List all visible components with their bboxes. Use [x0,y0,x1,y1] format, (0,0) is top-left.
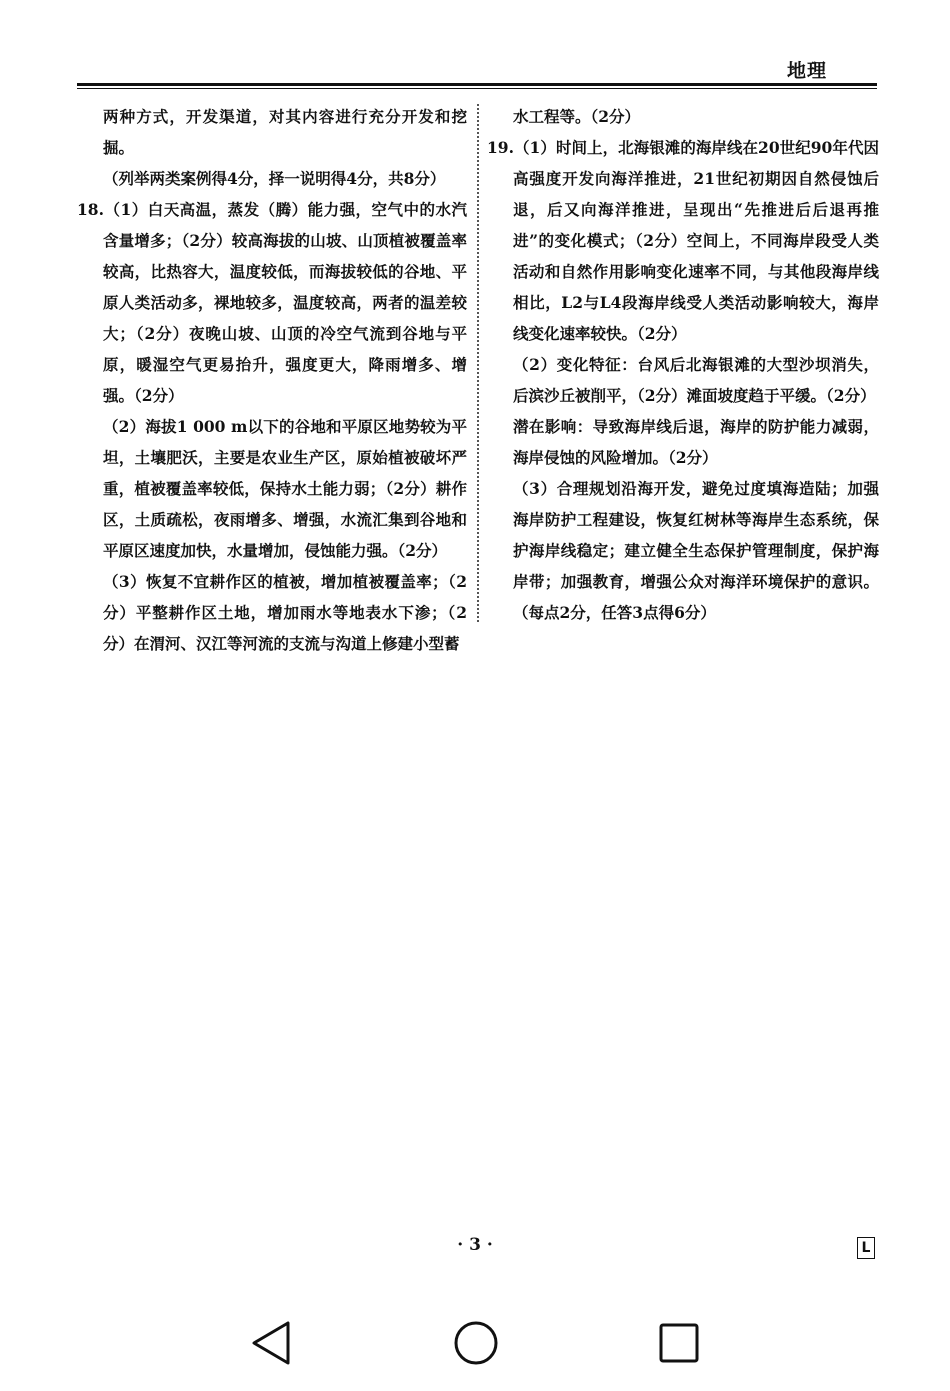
home-button[interactable] [452,1319,500,1367]
recents-square-icon [655,1319,703,1367]
navigation-bar [0,1300,950,1391]
subject-title: 地理 [787,60,828,82]
answer-18: 18.（1）白天高温，蒸发（腾）能力强，空气中的水汽含量增多；（2分）较高海拔的山坡、山顶植被覆盖率较高，比热容大，温度较低，而海拔较低的谷地、平原人类活动多，裸地较多，温度较高，两者的温差较大；（2分）夜晚山坡、山顶的冷空气流到谷地与平原，暖湿空气更易抬升，强度更大，降雨增多、增强。（2分） [77,200,467,405]
recents-button[interactable] [655,1319,703,1367]
answer-19: 19.（1）时间上，北海银滩的海岸线在20世纪90年代因高强度开发向海洋推进，21世纪初期因自然侵蚀后退，后又向海洋推进，呈现出“先推进后后退再推进”的变化模式；（2分）空间上，不同海岸段受人类活动和自然作用影响变化速率不同，与其他段海岸线相比，L2与L4段海岸线受人类活动影响较大，海岸线变化速率较快。（2分） [487,138,879,343]
paragraph: 水工程等。（2分） [513,107,641,126]
paragraph: （3）合理规划沿海开发，避免过度填海造陆；加强海岸防护工程建设，恢复红树林等海岸生态系统，保护海岸线稳定；建立健全生态保护管理制度，保护海岸带；加强教育，增强公众对海洋环境保护的意识。（每点2分，任答3点得6分） [513,479,879,622]
paragraph: （3）恢复不宜耕作区的植被，增加植被覆盖率；（2分）平整耕作区土地，增加雨水等地表水下渗；（2分）在渭河、汉江等河流的支流与沟道上修建小型蓄 [103,572,467,653]
back-triangle-icon [248,1319,296,1367]
paragraph: 潜在影响：导致海岸线后退，海岸的防护能力减弱，海岸侵蚀的风险增加。（2分） [513,417,879,467]
paragraph: 两种方式，开发渠道，对其内容进行充分开发和挖掘。 [103,107,467,157]
paragraph: （2）海拔1 000 m以下的谷地和平原区地势较为平坦，土壤肥沃，主要是农业生产区，原始植被破坏严重，植被覆盖率较低，保持水土能力弱；（2分）耕作区，土质疏松，夜雨增多、增强，水流汇集到谷地和平原区速度加快，水量增加，侵蚀能力强。（2分） [103,417,467,560]
paragraph: （2）变化特征：台风后北海银滩的大型沙坝消失，后滨沙丘被削平，（2分）滩面坡度趋于平缓。（2分） [513,355,879,405]
version-mark: L [857,1237,875,1259]
home-circle-icon [452,1319,500,1367]
header-rule-thick [77,83,877,86]
column-divider [477,104,479,622]
left-column [77,101,467,659]
paragraph: （列举两类案例得4分，择一说明得4分，共8分） [103,169,446,188]
header-rule-thin [77,88,877,89]
page-number: · 3 · [457,1235,493,1255]
right-column [487,101,879,628]
back-button[interactable] [248,1319,296,1367]
